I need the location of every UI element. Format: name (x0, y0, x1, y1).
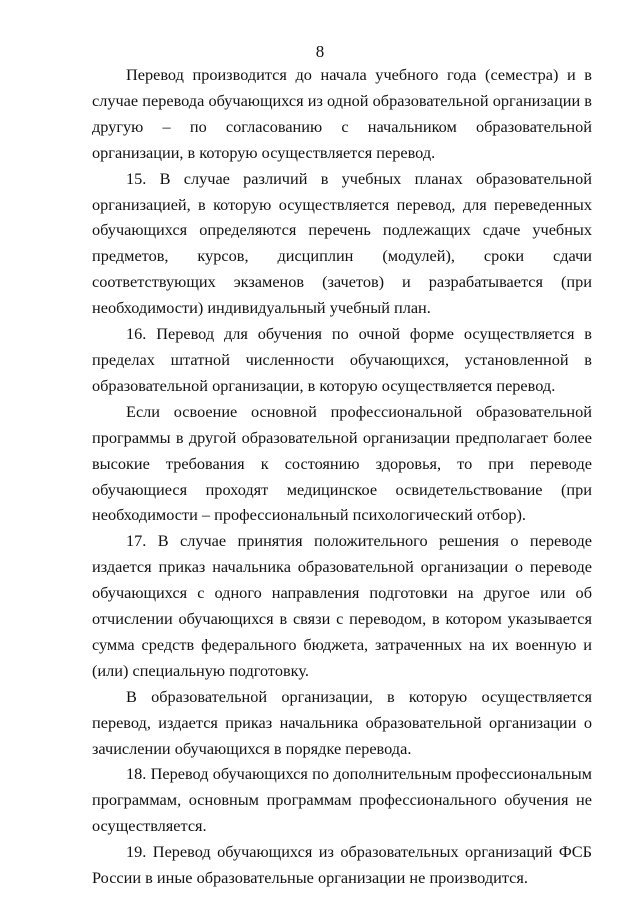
paragraph-19-fsb-organizations: 19. Перевод обучающихся из образовательных организаций ФСБ России в иные образовательные организации не производится. (92, 842, 592, 888)
paragraph-17-transfer-order: 17. В случае принятия положительного решения о переводе издается приказ начальника образовательной организации о переводе обучающихся с одного направления подготовки на другое или об отчислении обучающихся в связи с переводом, в котором указывается сумма средств федерального бюджета, затраченных на их военную и (или) специальную подготовку. (92, 531, 592, 680)
paragraph-16-full-time-transfer: 16. Перевод для обучения по очной форме осуществляется в пределах штатной численности обучающихся, установленной в образовательной организации, в которую осуществляется перевод. (92, 324, 592, 395)
document-body (92, 62, 592, 891)
paragraph-enrollment-order: В образовательной организации, в которую осуществляется перевод, издается приказ начальника образовательной организации о зачислении обучающихся в порядке перевода. (92, 686, 592, 758)
paragraph-health-requirements: Если освоение основной профессиональной образовательной программы в другой образовательной организации предполагает более высокие требования к состоянию здоровья, то при переводе обучающиеся проходят медицинское освидетельствование (при необходимости – профессиональный психологический отбор). (92, 401, 592, 525)
paragraph-transfer-timing: Перевод производится до начала учебного года (семестра) и в случае перевода обучающихся из одной образовательной организации в другую – по согласованию с начальником образовательной организации, в которую осуществляется перевод. (92, 65, 592, 162)
paragraph-15-curriculum-differences: 15. В случае различий в учебных планах образовательной организацией, в которую осуществляется перевод, для переведенных обучающихся определяются перечень подлежащих сдаче учебных предметов, курсов, дисциплин (модулей), сроки сдачи соответствующих экзаменов (зачетов) и разрабатывается (при необходимости) индивидуальный учебный план. (92, 168, 592, 318)
page-number: 8 (315, 42, 325, 61)
paragraph-18-additional-programs: 18. Перевод обучающихся по дополнительным профессиональным программам, основным программам профессионального обучения не осуществляется. (92, 764, 592, 836)
